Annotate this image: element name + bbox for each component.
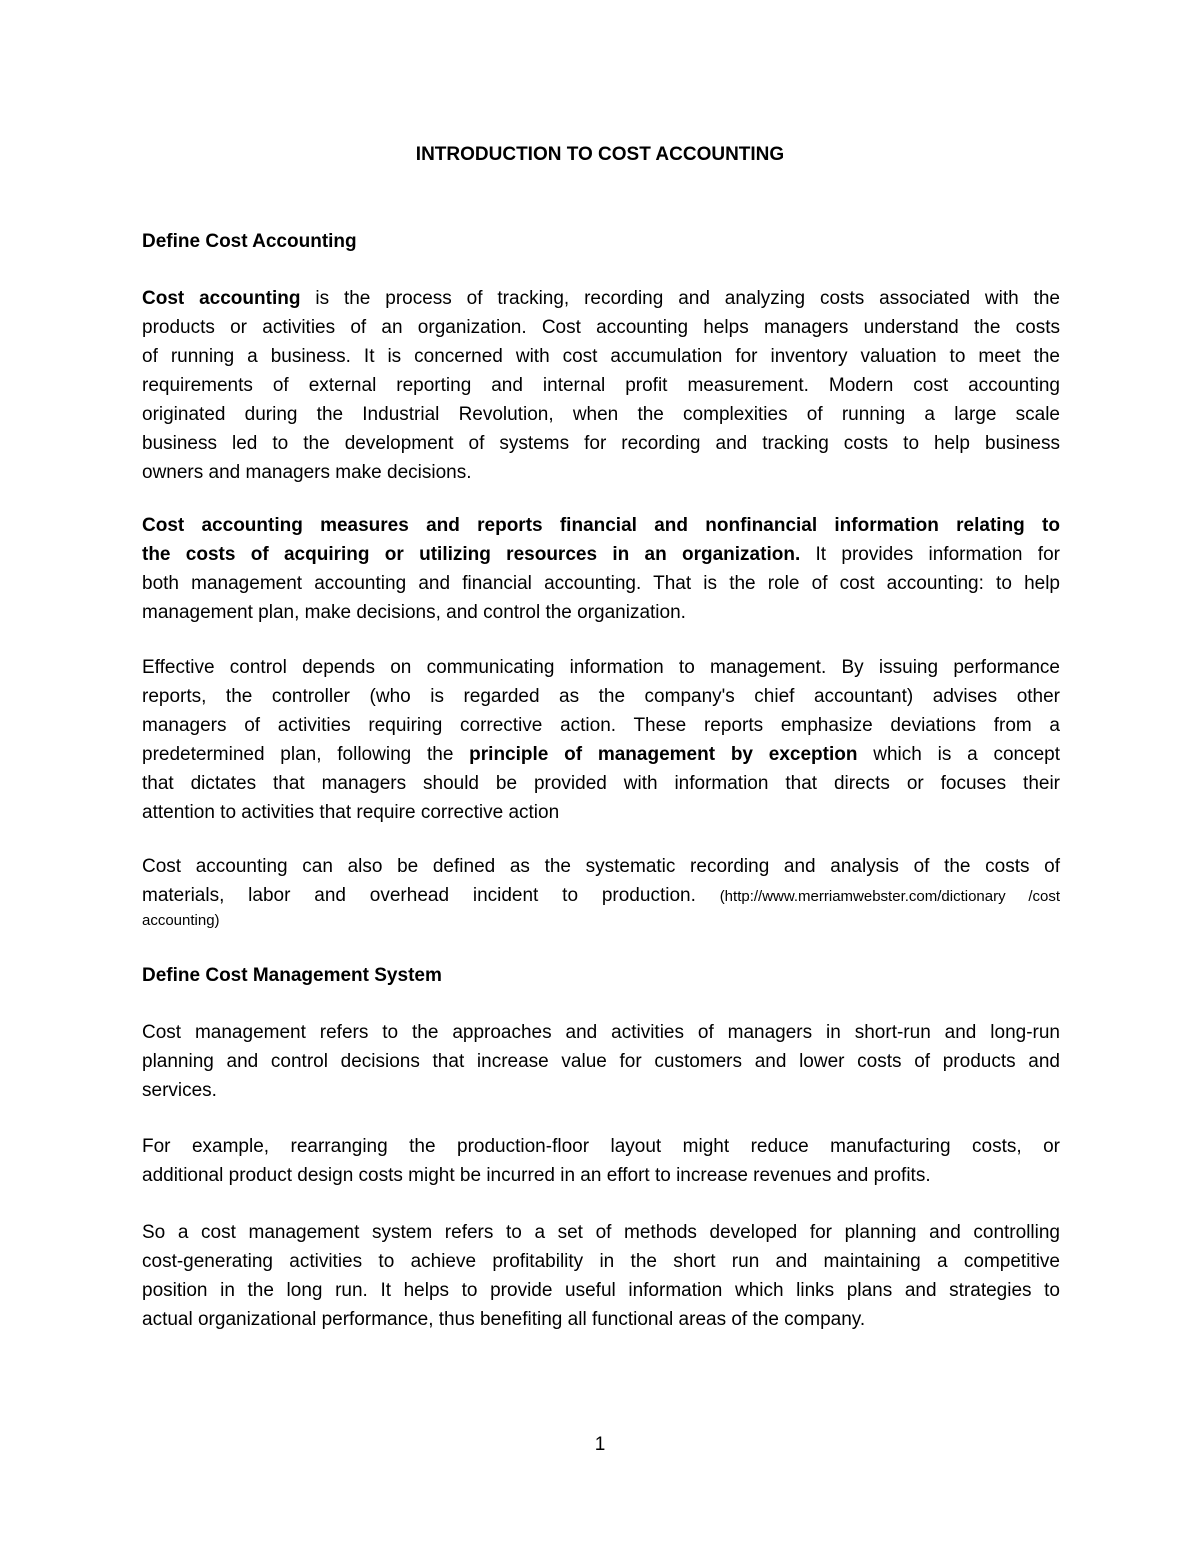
paragraph-example — [142, 1132, 1060, 1190]
text-line: materials, labor and overhead incident to production. (http://www.merriamwebster.com/dictionary /cost — [142, 885, 1060, 906]
paragraph-effective-control — [142, 653, 1060, 827]
text-line: For example, rearranging the production-floor layout might reduce manufacturing costs, or — [142, 1136, 1060, 1157]
section-heading-cost-management-system: Define Cost Management System — [142, 965, 442, 986]
bold-term: principle of management by exception — [469, 744, 858, 765]
bold-term: Cost accounting — [142, 288, 301, 309]
text-line: originated during the Industrial Revolution, when the complexities of running a large scale — [142, 404, 1060, 425]
text-line: Cost accounting can also be defined as the systematic recording and analysis of the costs of — [142, 856, 1060, 877]
reference-link-text: (http://www.merriamwebster.com/dictionary /cost — [719, 888, 1060, 905]
text-line: both management accounting and financial accounting. That is the role of cost accounting: to help — [142, 573, 1060, 594]
document-title: INTRODUCTION TO COST ACCOUNTING — [415, 144, 785, 165]
text-line: of running a business. It is concerned with cost accumulation for inventory valuation to meet the — [142, 346, 1060, 367]
text-line: cost-generating activities to achieve profitability in the short run and maintaining a competitive — [142, 1251, 1060, 1272]
text-line — [142, 511, 1060, 540]
page-number: 1 — [594, 1434, 606, 1455]
text-line: services. — [142, 1080, 217, 1101]
text-line: Cost management refers to the approaches and activities of managers in short-run and long-run — [142, 1022, 1060, 1043]
text-line: owners and managers make decisions. — [142, 462, 472, 483]
text-line: requirements of external reporting and internal profit measurement. Modern cost accounting — [142, 375, 1060, 396]
text-line: actual organizational performance, thus benefiting all functional areas of the company. — [142, 1309, 866, 1330]
text-line: business led to the development of systems for recording and tracking costs to help business — [142, 433, 1060, 454]
bold-statement: the costs of acquiring or utilizing resources in an organization. — [142, 544, 801, 565]
text-line: reports, the controller (who is regarded as the company's chief accountant) advises other — [142, 686, 1060, 707]
text-line: management plan, make decisions, and control the organization. — [142, 602, 686, 623]
text-line: predetermined plan, following the principle of management by exception which is a concept — [142, 744, 1060, 765]
text-line: So a cost management system refers to a set of methods developed for planning and controlling — [142, 1222, 1060, 1243]
text-line: the costs of acquiring or utilizing resources in an organization. It provides information for — [142, 544, 1060, 565]
reference-link-text: accounting) — [142, 912, 220, 929]
text-line: planning and control decisions that increase value for customers and lower costs of products and — [142, 1051, 1060, 1072]
text-line: managers of activities requiring corrective action. These reports emphasize deviations from a — [142, 715, 1060, 736]
text-line: Effective control depends on communicating information to management. By issuing performance — [142, 657, 1060, 678]
text-line: that dictates that managers should be provided with information that directs or focuses their — [142, 773, 1060, 794]
text-line: position in the long run. It helps to provide useful information which links plans and strategies to — [142, 1280, 1060, 1301]
paragraph-alternative-definition — [142, 852, 1060, 931]
paragraph-cost-management-system — [142, 1218, 1060, 1334]
paragraph-cost-accounting-definition — [142, 284, 1060, 487]
text-line: additional product design costs might be incurred in an effort to increase revenues and profits. — [142, 1165, 931, 1186]
paragraph-cost-management-definition — [142, 1018, 1060, 1105]
section-heading-cost-accounting: Define Cost Accounting — [142, 231, 357, 252]
text-line: products or activities of an organization. Cost accounting helps managers understand the costs — [142, 317, 1060, 338]
text-line: attention to activities that require corrective action — [142, 802, 560, 823]
paragraph-cost-accounting-measures — [142, 511, 1060, 627]
text-line: Cost accounting is the process of tracking, recording and analyzing costs associated with the — [142, 288, 1060, 309]
bold-statement: Cost accounting measures and reports financial and nonfinancial information relating to — [142, 515, 1060, 536]
